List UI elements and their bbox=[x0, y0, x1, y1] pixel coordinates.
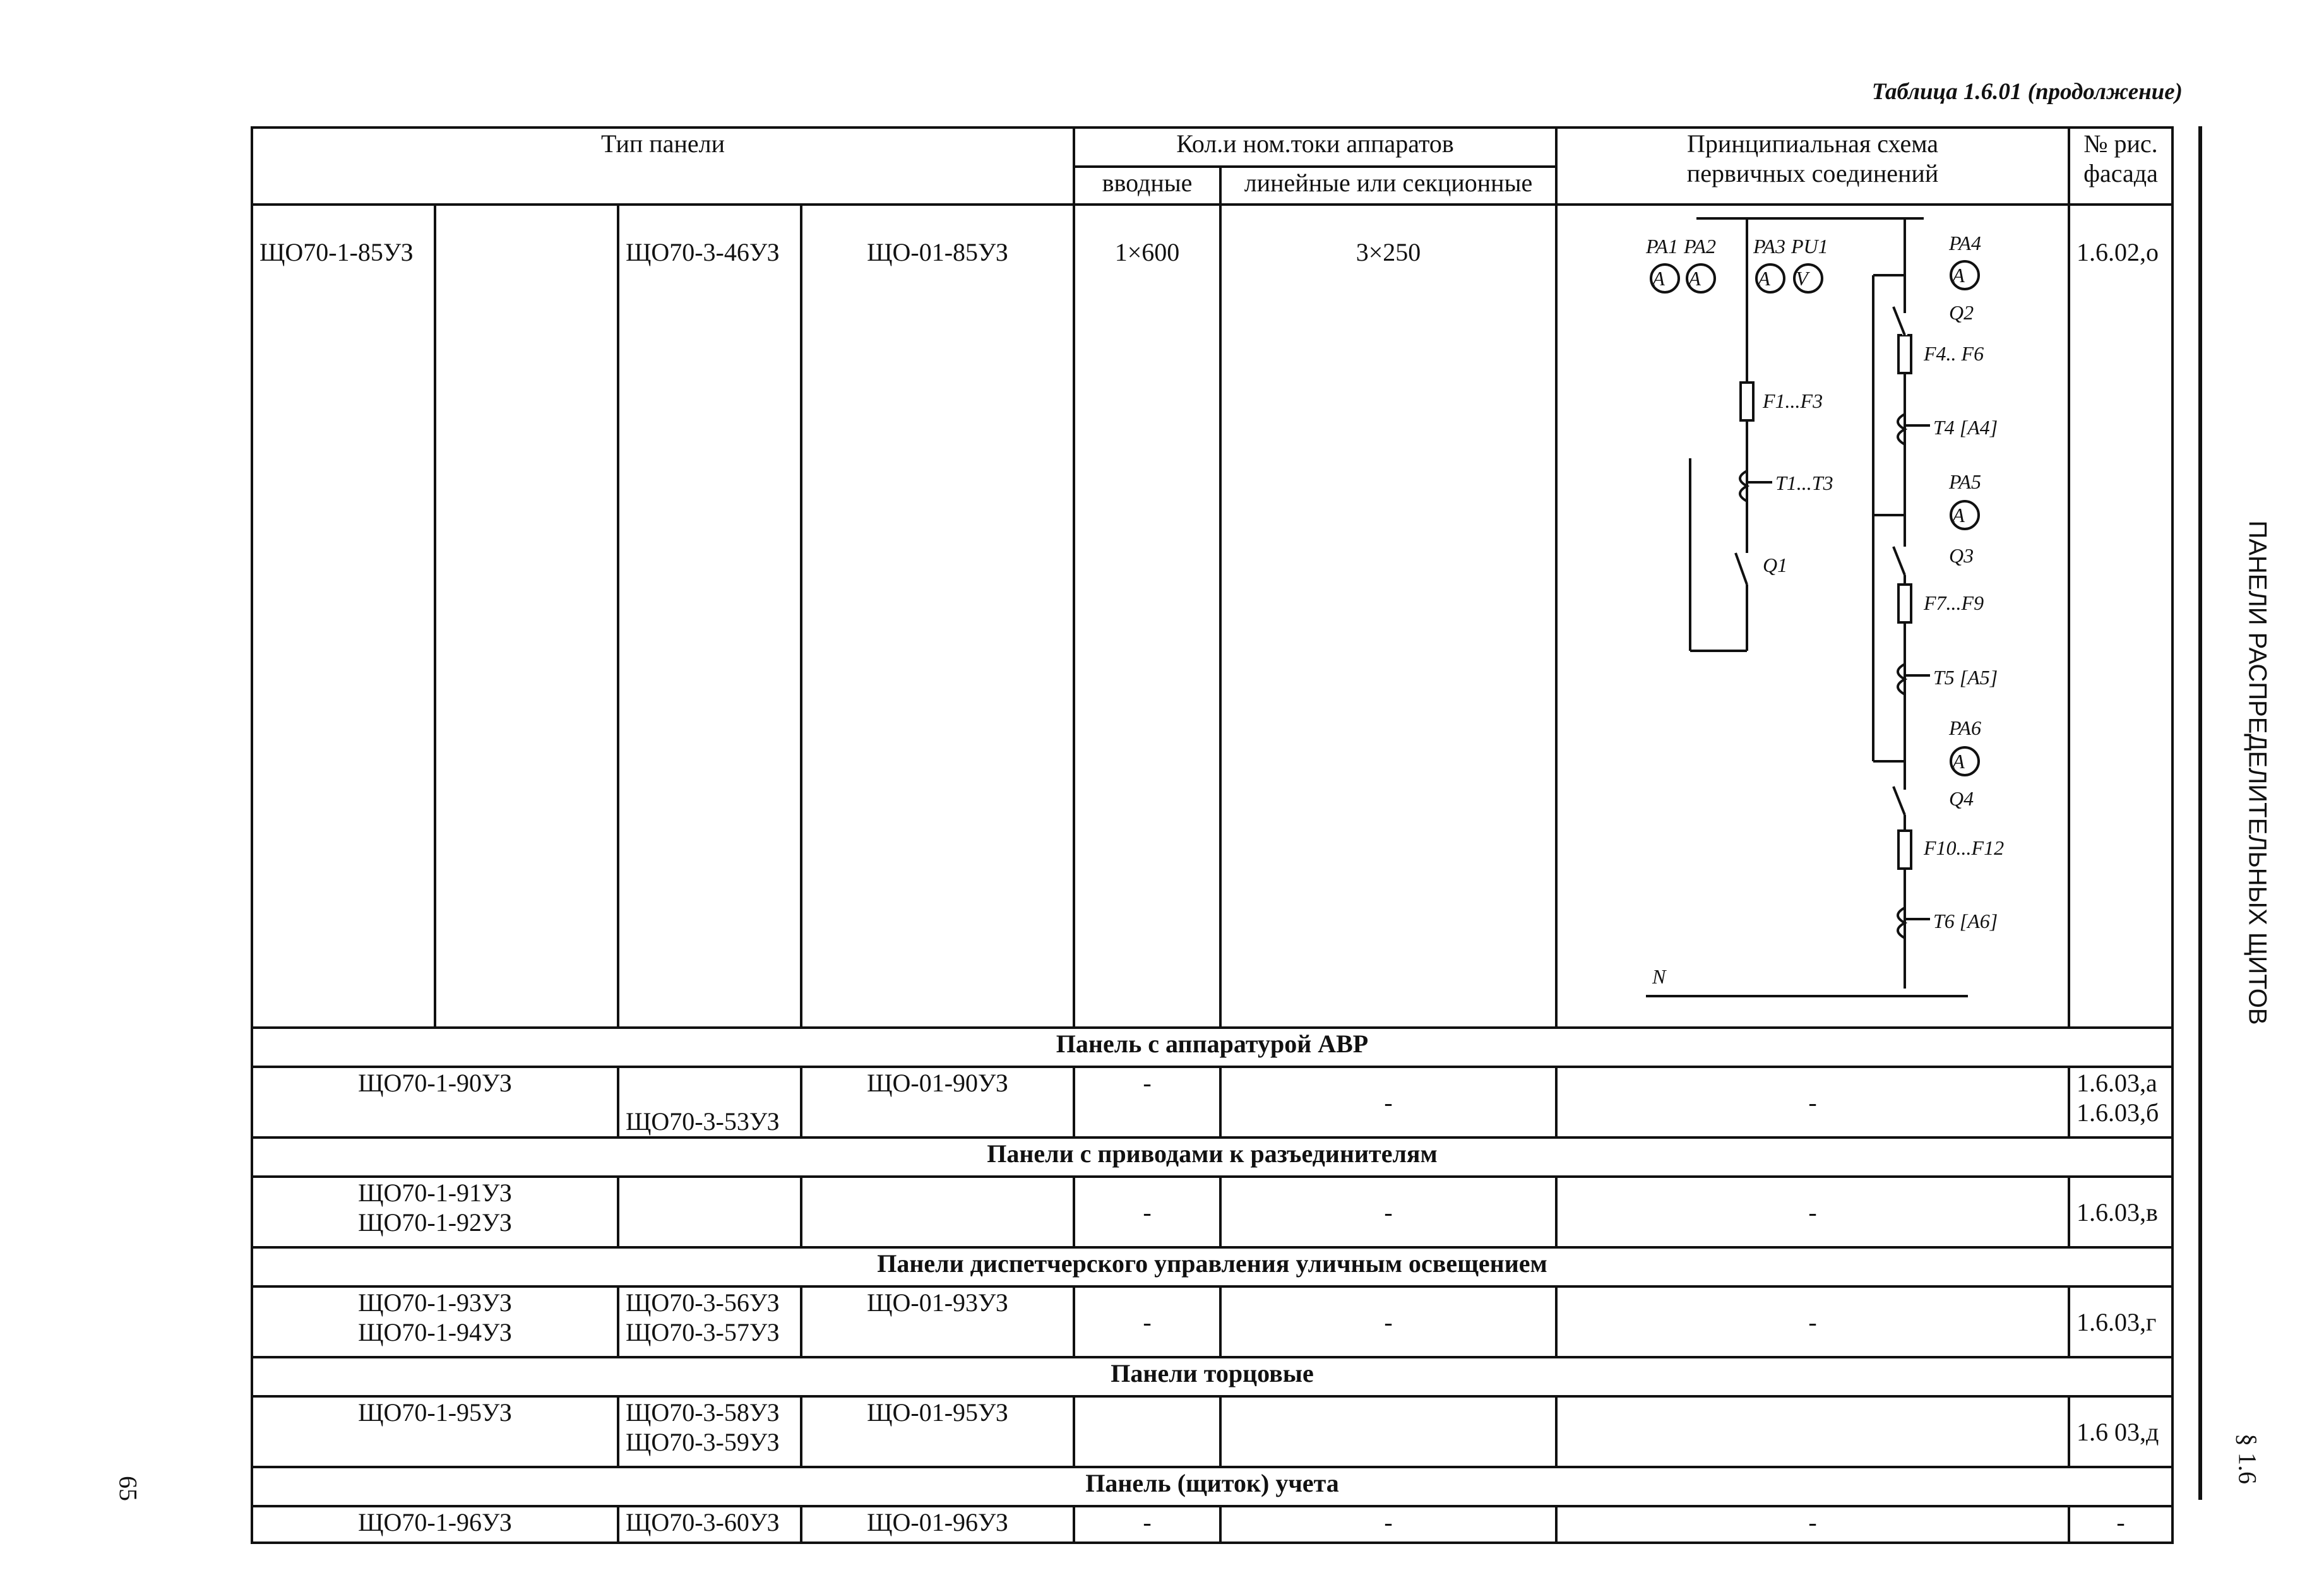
header-input: вводные bbox=[1074, 167, 1220, 205]
fig-line1: 1.6.03,а bbox=[2077, 1069, 2157, 1098]
header-fig bbox=[2069, 128, 2172, 205]
header-scheme-line1: Принципиальная схема bbox=[1687, 129, 1938, 158]
label-pa4: PA4 bbox=[1949, 232, 1981, 254]
type-line1: ЩО70-3-56УЗ bbox=[626, 1288, 780, 1317]
cell-type-3: ЩО70-3-46УЗ bbox=[618, 205, 801, 1028]
header-row-1 bbox=[252, 128, 2172, 167]
section-title: Панели диспетчерского управления уличным освещением bbox=[252, 1247, 2172, 1286]
cell-linear: - bbox=[1220, 1067, 1556, 1138]
type-line2: ЩО70-1-94УЗ bbox=[358, 1318, 512, 1347]
cell-type-3 bbox=[618, 1177, 801, 1247]
header-panel-type: Тип панели bbox=[252, 128, 1074, 205]
section-row-avr bbox=[252, 1028, 2172, 1067]
table-row bbox=[252, 1396, 2172, 1467]
section-title: Панели с приводами к разъединителям bbox=[252, 1138, 2172, 1177]
label-f4: F4.. F6 bbox=[1924, 342, 1984, 365]
label-q2: Q2 bbox=[1949, 301, 1974, 324]
cell-type-1 bbox=[252, 1177, 618, 1247]
side-rule bbox=[2198, 126, 2202, 1500]
cell-linear: - bbox=[1220, 1177, 1556, 1247]
section-row-metering bbox=[252, 1467, 2172, 1506]
label-t6: T6 [A6] bbox=[1933, 910, 1998, 932]
cell-type-4 bbox=[801, 1177, 1074, 1247]
cell-input: 1×600 bbox=[1074, 205, 1220, 1028]
cell-linear: 3×250 bbox=[1220, 205, 1556, 1028]
cell-linear: - bbox=[1220, 1286, 1556, 1357]
meter-pa1: A bbox=[1652, 267, 1665, 290]
section-title: Панель (щиток) учета bbox=[252, 1467, 2172, 1506]
type-line1: ЩО70-1-91УЗ bbox=[358, 1179, 512, 1208]
cell-scheme bbox=[1556, 205, 2069, 1028]
table-caption: Таблица 1.6.01 (продолжение) bbox=[1871, 79, 2183, 105]
table-row bbox=[252, 1286, 2172, 1357]
header-scheme-line2: первичных соединений bbox=[1686, 159, 1939, 188]
cell-scheme: - bbox=[1556, 1506, 2069, 1543]
header-linear: линейные или секционные bbox=[1220, 167, 1556, 205]
cell-type-3 bbox=[618, 1286, 801, 1357]
cell-type-4: ЩО-01-95УЗ bbox=[801, 1396, 1074, 1467]
label-q3: Q3 bbox=[1949, 544, 1974, 567]
section-row-dispatch bbox=[252, 1247, 2172, 1286]
section-title: Панель с аппаратурой АВР bbox=[252, 1028, 2172, 1067]
table-row bbox=[252, 1067, 2172, 1138]
meter-pa5: A bbox=[1952, 504, 1965, 526]
cell-fig: - bbox=[2069, 1506, 2172, 1543]
label-pa1: PA1 bbox=[1646, 235, 1678, 258]
cell-type-2 bbox=[435, 205, 618, 1028]
table-row bbox=[252, 205, 2172, 1028]
cell-linear: - bbox=[1220, 1506, 1556, 1543]
panels-table bbox=[251, 126, 2174, 1544]
type-line2: ЩО70-3-59УЗ bbox=[626, 1428, 780, 1457]
meter-pa3: A bbox=[1758, 267, 1770, 290]
type-line2: ЩО70-3-57УЗ bbox=[626, 1318, 780, 1347]
meter-pu1: V bbox=[1796, 267, 1808, 290]
cell-type-3: ЩО70-3-53УЗ bbox=[618, 1067, 801, 1138]
cell-type-4: ЩО-01-85УЗ bbox=[801, 205, 1074, 1028]
cell-type-1: ЩО70-1-96УЗ bbox=[252, 1506, 618, 1543]
type-line1: ЩО70-3-58УЗ bbox=[626, 1398, 780, 1427]
meter-pa4: A bbox=[1952, 264, 1965, 287]
circuit-diagram bbox=[1558, 206, 2070, 1020]
label-t4: T4 [A4] bbox=[1933, 416, 1998, 439]
cell-type-1: ЩО70-1-85УЗ bbox=[252, 205, 435, 1028]
type-line1: ЩО70-1-93УЗ bbox=[358, 1288, 512, 1317]
cell-input: - bbox=[1074, 1506, 1220, 1543]
header-fig-line2: фасада bbox=[2083, 159, 2158, 188]
cell-type-1: ЩО70-1-95УЗ bbox=[252, 1396, 618, 1467]
label-pa6: PA6 bbox=[1949, 716, 1981, 739]
section-row-drives bbox=[252, 1138, 2172, 1177]
page-number: 65 bbox=[114, 1476, 143, 1501]
cell-fig: 1.6.03,в bbox=[2069, 1177, 2172, 1247]
label-f7: F7...F9 bbox=[1924, 591, 1984, 614]
label-pu1: PU1 bbox=[1791, 235, 1828, 258]
type-line2: ЩО70-1-92УЗ bbox=[358, 1208, 512, 1237]
label-t5: T5 [A5] bbox=[1933, 666, 1998, 689]
cell-scheme bbox=[1556, 1396, 2069, 1467]
cell-type-1 bbox=[252, 1286, 618, 1357]
cell-scheme: - bbox=[1556, 1286, 2069, 1357]
meter-pa6: A bbox=[1952, 750, 1965, 773]
label-f1: F1...F3 bbox=[1763, 389, 1823, 412]
header-fig-line1: № рис. bbox=[2083, 129, 2158, 158]
cell-type-3 bbox=[618, 1396, 801, 1467]
header-currents: Кол.и ном.токи аппаратов bbox=[1074, 128, 1556, 167]
label-f10: F10...F12 bbox=[1924, 836, 2005, 859]
label-q1: Q1 bbox=[1763, 554, 1788, 576]
cell-type-1: ЩО70-1-90УЗ bbox=[252, 1067, 618, 1138]
label-pa5: PA5 bbox=[1949, 470, 1981, 493]
cell-type-3: ЩО70-3-60УЗ bbox=[618, 1506, 801, 1543]
cell-input: - bbox=[1074, 1177, 1220, 1247]
header-scheme bbox=[1556, 128, 2069, 205]
cell-type-4: ЩО-01-93УЗ bbox=[801, 1286, 1074, 1357]
cell-linear bbox=[1220, 1396, 1556, 1467]
table-row bbox=[252, 1177, 2172, 1247]
label-q4: Q4 bbox=[1949, 787, 1974, 810]
cell-type-4: ЩО-01-96УЗ bbox=[801, 1506, 1074, 1543]
label-t1: T1...T3 bbox=[1775, 472, 1833, 494]
section-title: Панели торцовые bbox=[252, 1357, 2172, 1396]
label-pa2: PA2 bbox=[1684, 235, 1716, 258]
meter-pa2: A bbox=[1688, 267, 1701, 290]
fig-line2: 1.6.03,б bbox=[2077, 1098, 2159, 1127]
side-title: ПАНЕЛИ РАСПРЕДЕЛИТЕЛЬНЫХ ЩИТОВ bbox=[2243, 520, 2272, 1025]
cell-input: - bbox=[1074, 1067, 1220, 1138]
cell-fig: 1.6.03,г bbox=[2069, 1286, 2172, 1357]
label-pa3: PA3 bbox=[1753, 235, 1785, 258]
cell-fig: 1.6 03,д bbox=[2069, 1396, 2172, 1467]
label-n: N bbox=[1652, 965, 1666, 988]
cell-scheme: - bbox=[1556, 1177, 2069, 1247]
cell-scheme: - bbox=[1556, 1067, 2069, 1138]
cell-type-4: ЩО-01-90УЗ bbox=[801, 1067, 1074, 1138]
cell-input: - bbox=[1074, 1286, 1220, 1357]
table-row bbox=[252, 1506, 2172, 1543]
cell-fig: 1.6.02,о bbox=[2069, 205, 2172, 1028]
cell-input bbox=[1074, 1396, 1220, 1467]
cell-fig bbox=[2069, 1067, 2172, 1138]
section-ref: § 1.6 bbox=[2233, 1434, 2262, 1484]
section-row-end bbox=[252, 1357, 2172, 1396]
